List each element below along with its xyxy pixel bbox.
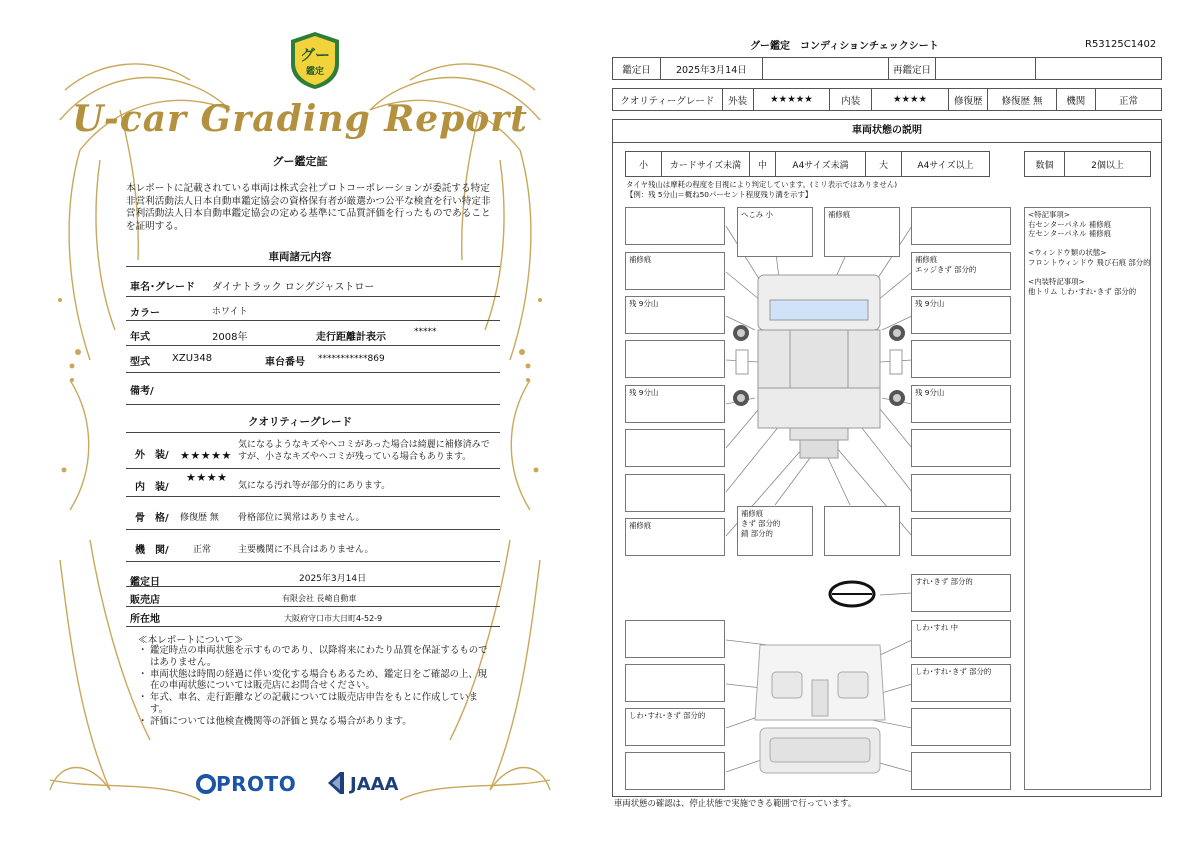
cell-note: しわ･すれ 中 [915,623,958,632]
frame-description: 骨格部位に異常はありません。 [238,513,365,523]
remark-line: フロントウィンドウ 飛び石痕 部分的 [1028,257,1151,267]
count-label: 数個 [1025,152,1065,177]
certificate-statement: 本レポートに記載されている車両は株式会社プロトコーポレーションが委託する特定非営利活動法人日本自動車鑑定協会の資格保有者が厳選かつ公平な検査を行い特定非営利活動法人日本自動車鑑定協会の定める基準にて品質評価を行ったものであることを証明する。 [126,183,491,232]
car-name-value: ダイナトラック ロングジャストロー [212,282,375,293]
remark-line: 他トリム しわ･すれ･きず 部分的 [1028,286,1137,296]
list-item: ・ 鑑定時点の車両状態を示すものであり、以降将来にわたり品質を保証するものではありません。 [138,645,494,669]
cell-note: 残 9分山 [915,388,945,397]
list-item: ・ 年式、車名、走行距離などの記載については販売店申告をもとに作成しています。 [138,692,494,716]
repair-history-value: 修復歴 無 [988,89,1056,111]
divider [126,468,500,469]
cell-note: 残 9分山 [629,388,659,397]
divider [126,496,500,497]
steering-wheel-icon [830,582,874,606]
cell-note: きず 部分的 [741,519,781,528]
repair-history-label: 修復歴 [948,89,988,111]
size-large-label: 大 [866,152,902,177]
condition-cell [625,620,725,658]
proto-logo-icon [196,773,216,795]
spec-heading: 車両諸元内容 [268,251,332,263]
remark-line: 右センターパネル 補修痕 [1028,219,1111,229]
condition-cell [911,664,1011,702]
notes-heading: ≪本レポートについて≫ [138,635,244,646]
cell-note: 補修痕 [741,509,764,518]
divider [126,372,500,373]
goo-appraisal-badge-icon [287,30,343,90]
list-item: ・ 評価については他検査機関等の評価と異なる場合があります。 [138,716,494,728]
remarks-box [1024,207,1151,790]
remark-line [1028,239,1147,249]
cell-note: へこみ 小 [741,210,773,219]
proto-brand: PROTO [216,772,297,796]
condition-cell [625,752,725,790]
condition-cell [625,429,725,467]
cell-note: 補修痕 [629,255,652,264]
divider [126,432,500,433]
condition-cell [625,474,725,512]
interior-stars: ★★★★ [186,471,228,484]
condition-cell [911,620,1011,658]
divider [126,404,500,405]
exterior-label: 外 装/ [135,450,169,461]
condition-cell [737,207,813,257]
condition-cell [911,752,1011,790]
cell-note: すれ･きず 部分的 [915,577,973,586]
size-small-desc: カードサイズ未満 [662,152,750,177]
address-value: 大阪府守口市大日町4-52-9 [284,614,383,623]
odometer-label: 走行距離計表示 [316,332,386,343]
remark-line: <ウィンドウ類の状態> [1028,248,1107,258]
color-label: カラー [130,308,160,319]
divider [126,626,500,627]
condition-cell [824,207,900,257]
tyre-note-line: 【例：残 5分山＝概ね50パーセント程度残り溝を示す】 [626,189,813,199]
condition-cell [911,518,1011,556]
condition-cell [911,474,1011,512]
condition-cell [911,207,1011,245]
footer-note: 車両状態の確認は、停止状態で実施できる範囲で行っています。 [614,798,857,808]
shop-value: 有限会社 長崎自動車 [282,594,357,603]
cell-note: 補修痕 [629,521,652,530]
condition-cell [911,574,1011,612]
condition-cell [911,252,1011,290]
appraisal-date-label: 鑑定日 [613,58,661,80]
divider [126,345,500,346]
condition-cell [737,506,813,556]
cell-note: 補修痕 [915,255,938,264]
appraisal-date-value: 2025年3月14日 [660,58,762,80]
divider [126,561,500,562]
engine-label: 機 関/ [135,545,169,556]
size-small-label: 小 [626,152,662,177]
size-medium-desc: A4サイズ未満 [776,152,866,177]
year-label: 年式 [130,332,150,343]
remark-line: <特記事項> [1028,210,1070,219]
condition-heading: 車両状態の説明 [612,119,1162,143]
badge-text: グー [299,46,331,64]
appraisal-date-label: 鑑定日 [130,577,160,588]
size-medium-label: 中 [750,152,776,177]
cell-note: しわ･すれ･きず 部分的 [629,711,706,720]
report-script-title: U-car Grading Report [72,98,528,140]
condition-cell [911,340,1011,378]
condition-cell [911,429,1011,467]
address-label: 所在地 [130,614,160,625]
remark-line: 左センターパネル 補修痕 [1028,229,1111,239]
frame-label: 骨 格/ [135,513,169,524]
divider [126,586,500,587]
condition-cell [824,506,900,556]
divider [126,320,500,321]
engine-value: 正常 [193,545,212,555]
engine-label: 機関 [1056,89,1096,111]
engine-description: 主要機関に不具合はありません。 [238,545,374,555]
notes-list [138,645,494,728]
tyre-note-line: タイヤ残山は摩耗の程度を目視により判定しています。(ミリ表示ではありません) [626,180,898,189]
odometer-value: ***** [414,327,437,337]
condition-check-sheet [600,0,1200,848]
appraisal-date-value: 2025年3月14日 [299,574,367,584]
interior-stars: ★★★★ [872,89,949,111]
remarks-label: 備考/ [130,386,154,397]
shop-label: 販売店 [130,595,160,606]
engine-value: 正常 [1096,89,1162,111]
cell-note: 補修痕 [828,210,851,219]
color-value: ホワイト [212,307,248,317]
condition-cell [911,708,1011,746]
badge-subtext: 鑑定 [305,67,325,77]
chassis-label: 車台番号 [265,357,305,368]
quality-heading: クオリティーグレード [248,416,352,428]
cell-note: 錆 部分的 [741,529,773,538]
sheet-title: グー鑑定 コンディションチェックシート [750,41,939,52]
condition-cell [625,708,725,746]
exterior-stars: ★★★★★ [180,449,232,462]
reappraisal-date-label: 再鑑定日 [888,58,936,80]
interior-label: 内 装/ [135,482,169,493]
quality-grade-label: クオリティーグレード [613,89,723,111]
condition-cell [625,518,725,556]
condition-cell [911,296,1011,334]
frame-value: 修復歴 無 [180,513,219,523]
condition-cell [625,207,725,245]
remark-line: <内装特記事項> [1028,277,1085,287]
divider [126,266,500,267]
list-item: ・ 車両状態は時間の経過に伴い変化する場合もあるため、鑑定日をご確認の上、現在の車両状態については販売店にお問合せください。 [138,669,494,693]
divider [126,606,500,607]
count-value: 2個以上 [1065,152,1151,177]
year-value: 2008年 [212,332,248,343]
cell-note: しわ･すれ･きず 部分的 [915,667,992,676]
divider [126,296,500,297]
model-label: 型式 [130,357,150,368]
interior-label: 内装 [830,89,872,111]
condition-cell [625,340,725,378]
jaaa-brand: JAAA [350,774,399,795]
cell-note: エッジきず 部分的 [915,265,977,274]
size-large-desc: A4サイズ以上 [902,152,990,177]
sheet-code: R53125C1402 [1085,39,1157,50]
chassis-value: ***********869 [318,354,385,364]
condition-cell [625,385,725,423]
condition-cell [911,385,1011,423]
certificate-title: グー鑑定証 [272,155,328,168]
remark-line [1028,268,1147,278]
exterior-description: 気になるようなキズやヘコミがあった場合は綺麗に補修済みですが、小さなキズやヘコミが残っている場合もあります。 [238,440,490,462]
cell-note: 残 9分山 [629,299,659,308]
car-name-label: 車名･グレード [130,282,195,293]
cell-note: 残 9分山 [915,299,945,308]
exterior-stars: ★★★★★ [753,89,830,111]
condition-cell [625,252,725,290]
divider [126,529,500,530]
condition-cell [625,664,725,702]
exterior-label: 外装 [722,89,753,111]
condition-cell [625,296,725,334]
model-value: XZU348 [172,353,213,364]
jaaa-logo-icon [326,770,346,796]
interior-description: 気になる汚れ等が部分的にあります。 [238,481,391,491]
